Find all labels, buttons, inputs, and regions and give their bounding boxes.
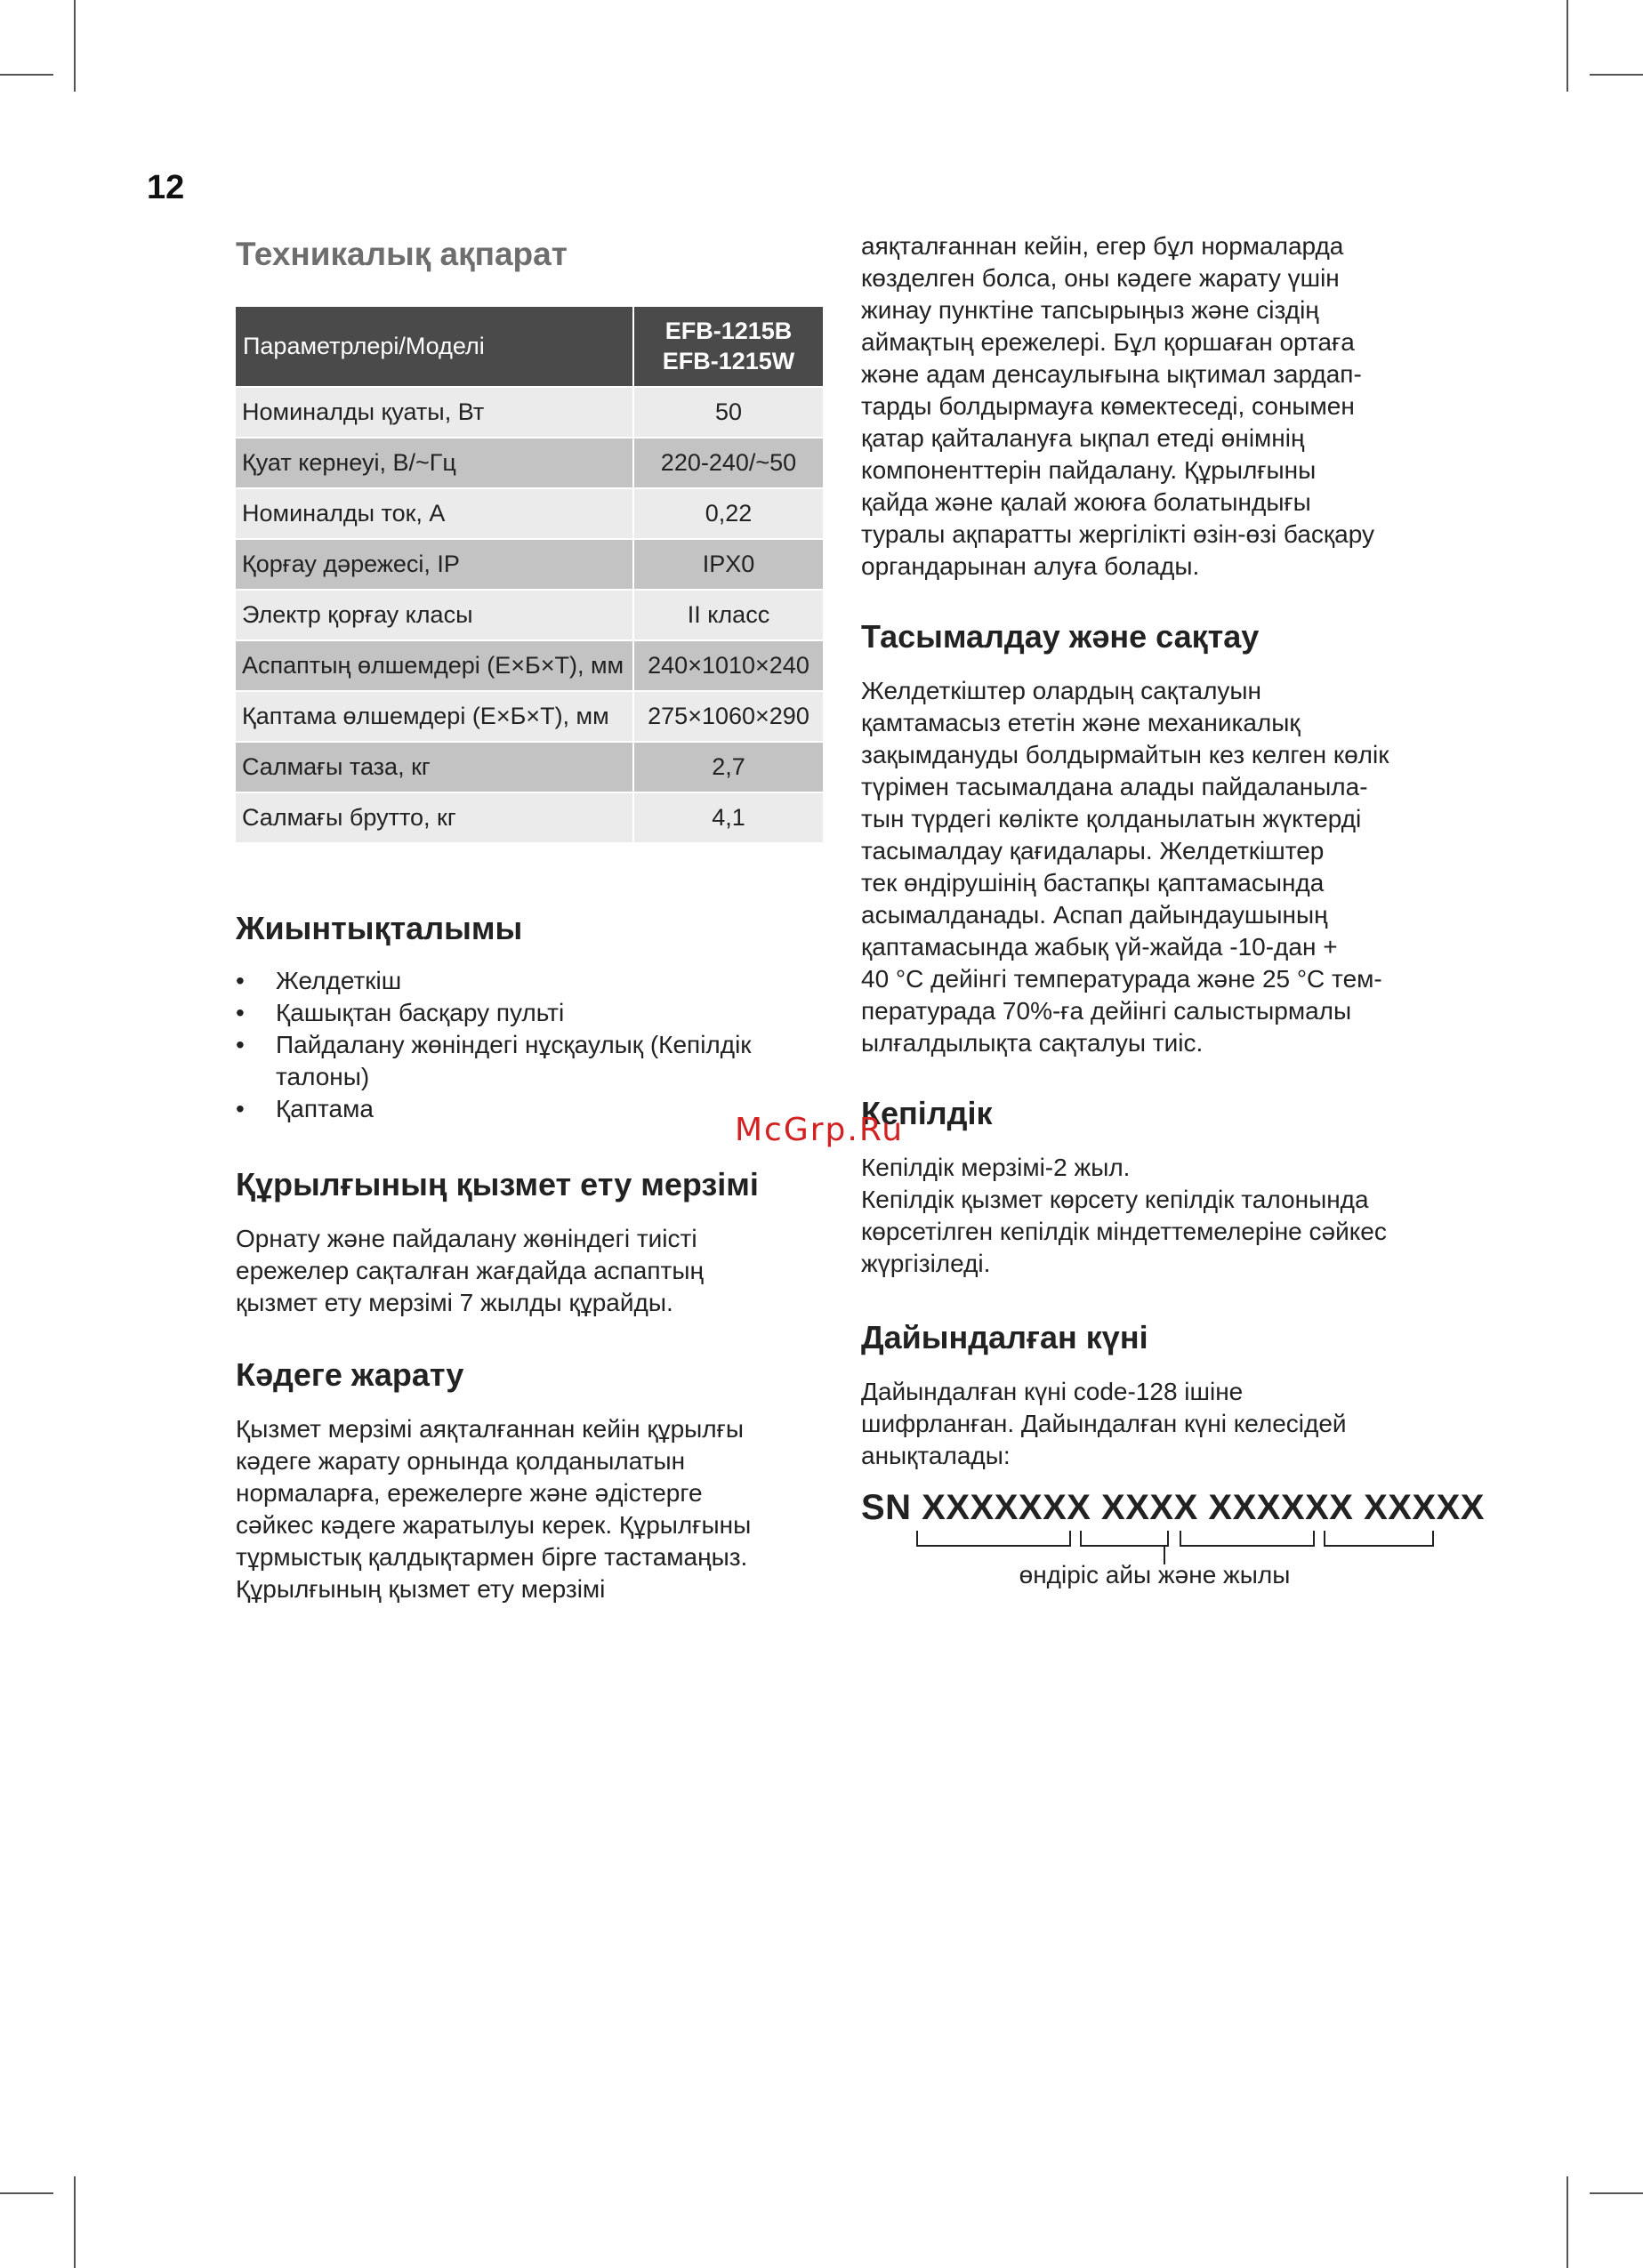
row-label: Қорғау дәрежесі, IP — [236, 539, 633, 590]
sn-bracket — [1180, 1531, 1315, 1547]
text-line: көрсетілген кепілдік міндеттемелеріне сәйкес — [861, 1218, 1387, 1245]
row-value: 4,1 — [633, 792, 823, 842]
tech-info-title: Техникалық ақпарат — [236, 236, 568, 272]
kit-item-text: Пайдалану жөніндегі нұсқаулық (Кепілдік — [276, 1031, 752, 1058]
right-column — [861, 227, 1485, 1588]
manufacture-date-text — [861, 1376, 1466, 1472]
text-line: кәдеге жарату орнында қолданылатын — [236, 1447, 686, 1475]
kit-item-text: Қашықтан басқару пульті — [276, 999, 565, 1026]
model-b: EFB-1215B — [664, 317, 793, 344]
kit-title: Жиынтықталымы — [236, 910, 523, 946]
text-line: Кепілдік мерзімі-2 жыл. — [861, 1154, 1131, 1181]
crop-mark — [1590, 74, 1643, 76]
bullet: • — [236, 967, 245, 994]
header-param: Параметрлері/Моделі — [236, 307, 633, 387]
text-line: Орнату және пайдалану жөніндегі тиісті — [236, 1225, 697, 1252]
row-value: 275×1060×290 — [633, 691, 823, 742]
crop-mark — [74, 2176, 76, 2268]
bullet: • — [236, 999, 245, 1026]
row-label: Салмағы таза, кг — [236, 742, 633, 792]
warranty-text — [861, 1152, 1466, 1280]
crop-mark — [1566, 2176, 1568, 2268]
text-line: сәйкес кәдеге жаратылуы керек. Құрылғыны — [236, 1511, 752, 1539]
transport-title: Тасымалдау және сақтау — [861, 618, 1260, 655]
text-line: және адам денсаулығына ықтимал зардап- — [861, 360, 1362, 388]
header-models — [633, 307, 823, 387]
text-line: қамтамасыз ететін және механикалық — [861, 709, 1301, 736]
list-item — [236, 1029, 823, 1093]
crop-mark — [1590, 2192, 1643, 2194]
disposal-title: Кәдеге жарату — [236, 1356, 464, 1393]
table-row — [236, 438, 823, 488]
text-line: жинау пунктіне тапсырыңыз және сіздің — [861, 296, 1319, 324]
disposal-text — [236, 1413, 823, 1605]
text-line: асымалданады. Аспап дайындаушының — [861, 901, 1328, 929]
text-line: Құрылғының қызмет ету мерзімі — [236, 1575, 606, 1603]
text-line: пературада 70%-ға дейінгі салыстырмалы — [861, 997, 1352, 1025]
text-line: қайда және қалай жоюға болатындығы — [861, 488, 1311, 516]
list-item — [236, 997, 823, 1029]
text-line: органдарынан алуға болады. — [861, 552, 1200, 580]
row-label: Аспаптың өлшемдері (Е×Б×Т), мм — [236, 640, 633, 691]
text-line: қызмет ету мерзімі 7 жылды құрайды. — [236, 1289, 673, 1316]
sn-bracket — [916, 1531, 1071, 1547]
text-line: аяқталғаннан кейін, егер бұл нормаларда — [861, 232, 1344, 260]
page-number: 12 — [147, 169, 185, 206]
model-w: EFB-1215W — [662, 347, 795, 374]
text-line: ережелер сақталған жағдайда аспаптың — [236, 1257, 704, 1284]
text-line: анықталады: — [861, 1442, 1011, 1469]
table-row — [236, 742, 823, 792]
row-label: Қуат кернеуі, В/~Гц — [236, 438, 633, 488]
text-line: Желдеткіштер олардың сақталуын — [861, 677, 1261, 704]
table-row — [236, 792, 823, 842]
text-line: Дайындалған күні code-128 ішіне — [861, 1378, 1244, 1405]
text-line: қатар қайталануға ықпал етеді өнімнің — [861, 424, 1305, 452]
warranty-title: Кепілдік — [861, 1095, 993, 1131]
row-label: Номиналды қуаты, Вт — [236, 387, 633, 438]
row-label: Номиналды ток, А — [236, 488, 633, 539]
row-value: IPX0 — [633, 539, 823, 590]
sn-bracket — [1080, 1531, 1169, 1547]
row-label: Салмағы брутто, кг — [236, 792, 633, 842]
bullet: • — [236, 1031, 245, 1058]
serial-number-diagram — [861, 1488, 1485, 1588]
table-row — [236, 640, 823, 691]
text-line: аймақтың ережелері. Бұл қоршаған ортаға — [861, 328, 1355, 356]
list-item — [236, 965, 823, 997]
row-label: Электр қорғау класы — [236, 590, 633, 640]
row-value: 220-240/~50 — [633, 438, 823, 488]
text-line: нормаларға, ережелерге және әдістерге — [236, 1479, 703, 1507]
table-row — [236, 539, 823, 590]
text-line: жүргізіледі. — [861, 1250, 991, 1277]
service-life-text — [236, 1223, 823, 1319]
text-line: тын түрдегі көлікте қолданылатын жүктерді — [861, 805, 1362, 832]
service-life-title: Құрылғының қызмет ету мерзімі — [236, 1166, 759, 1202]
text-line: қаптамасында жабық үй-жайда -10-дан + — [861, 933, 1338, 961]
text-line: зақымдануды болдырмайтын кез келген көлік — [861, 741, 1389, 768]
kit-item-text: Қаптама — [276, 1095, 374, 1122]
row-value: 240×1010×240 — [633, 640, 823, 691]
crop-mark — [1566, 0, 1568, 92]
text-line: тарды болдырмауға көмектеседі, сонымен — [861, 392, 1355, 420]
text-line: тасымалдау қағидалары. Желдеткіштер — [861, 837, 1325, 865]
row-value: II класс — [633, 590, 823, 640]
kit-item-text: талоны) — [276, 1063, 370, 1090]
disposal-continued-text — [861, 230, 1466, 583]
transport-text — [861, 675, 1466, 1059]
sn-bracket — [1324, 1531, 1434, 1547]
crop-mark — [74, 0, 76, 92]
serial-number-caption: өндіріс айы және жылы — [1019, 1561, 1291, 1588]
table-row — [236, 387, 823, 438]
text-line: тек өндірушінің бастапқы қаптамасында — [861, 869, 1325, 897]
bullet: • — [236, 1095, 245, 1122]
row-value: 50 — [633, 387, 823, 438]
table-row — [236, 488, 823, 539]
crop-mark — [0, 74, 53, 76]
text-line: ылғалдылықта сақталуы тиіс. — [861, 1029, 1204, 1057]
text-line: Кепілдік қызмет көрсету кепілдік талонында — [861, 1186, 1369, 1213]
text-line: түрімен тасымалдана алады пайдаланыла- — [861, 773, 1368, 800]
text-line: тұрмыстық қалдықтармен бірге тастамаңыз. — [236, 1543, 748, 1571]
text-line: 40 °С дейінгі температурада және 25 °С тем- — [861, 965, 1382, 993]
watermark: McGrp.Ru — [735, 1112, 905, 1148]
row-value: 2,7 — [633, 742, 823, 792]
row-value: 0,22 — [633, 488, 823, 539]
text-line: туралы ақпаратты жергілікті өзін-өзі басқару — [861, 520, 1374, 548]
left-column — [236, 227, 823, 1605]
crop-mark — [0, 2192, 53, 2194]
text-line: шифрланған. Дайындалған күні келесідей — [861, 1410, 1347, 1437]
spec-table — [236, 307, 823, 842]
table-row — [236, 691, 823, 742]
table-row — [236, 590, 823, 640]
serial-number-code: SN XXXXXXX XXXX XXXXXX XXXXX — [861, 1488, 1485, 1527]
kit-item-text: Желдеткіш — [276, 967, 402, 994]
text-line: компоненттерін пайдалану. Құрылғыны — [861, 456, 1317, 484]
kit-list — [236, 965, 823, 1125]
text-line: Қызмет мерзімі аяқталғаннан кейін құрылғы — [236, 1415, 744, 1443]
manufacture-date-title: Дайындалған күні — [861, 1319, 1148, 1355]
row-label: Қаптама өлшемдері (Е×Б×Т), мм — [236, 691, 633, 742]
spec-table-header — [236, 307, 823, 387]
text-line: көзделген болса, оны кәдеге жарату үшін — [861, 264, 1340, 292]
